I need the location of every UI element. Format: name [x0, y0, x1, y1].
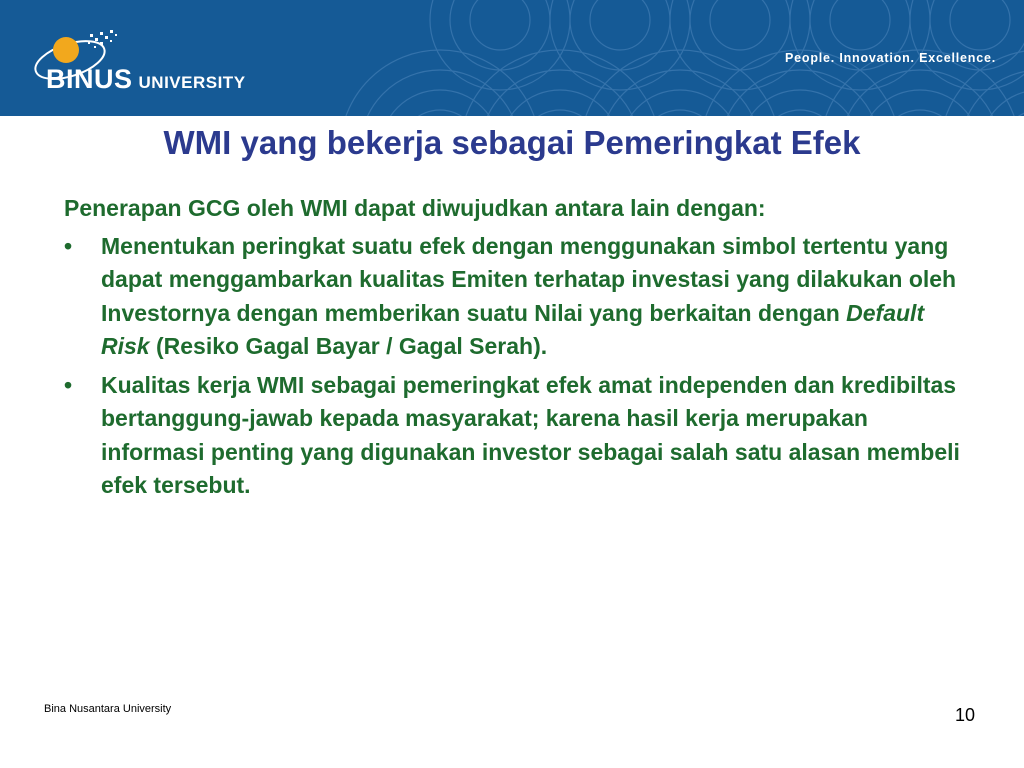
bullet-emphasis: Default Risk: [101, 299, 925, 359]
slide-title: WMI yang bekerja sebagai Pemeringkat Efek: [163, 124, 861, 161]
bullet-list: [64, 230, 974, 503]
bullet-text-after: (Resiko Gagal Bayar / Gagal Serah).: [149, 333, 548, 359]
logo-suffix-text: UNIVERSITY: [138, 73, 246, 92]
bullet-dot-icon: •: [64, 371, 73, 398]
bullet-dot-icon: •: [64, 232, 73, 259]
bullet-item: [64, 369, 974, 503]
binus-logo-icon: [28, 14, 308, 110]
logo-brand-text: BINUS: [46, 64, 133, 94]
footer-organization: Bina Nusantara University: [44, 703, 172, 715]
slide-content: [64, 192, 974, 508]
logo-wordmark: [46, 64, 246, 95]
tagline: People. Innovation. Excellence.: [785, 51, 996, 65]
bullet-text: Kualitas kerja WMI sebagai pemeringkat efek amat independen dan kredibiltas bertanggung-jawab kepada masyarakat; karena hasil kerja merupakan informasi penting yang digunakan investor sebagai salah satu alasan membeli efek tersebut.: [101, 371, 960, 498]
intro-text: Penerapan GCG oleh WMI dapat diwujudkan antara lain dengan:: [64, 195, 766, 221]
bullet-item: [64, 230, 974, 364]
bullet-text: Menentukan peringkat suatu efek dengan menggunakan simbol tertentu yang dapat menggambarkan kualitas Emiten terhatap investasi yang dilakukan oleh Investornya dengan memberikan suatu Nilai yang berkaitan dengan: [101, 232, 957, 326]
slide-number: 10: [955, 705, 976, 725]
header-banner: [0, 0, 1024, 116]
